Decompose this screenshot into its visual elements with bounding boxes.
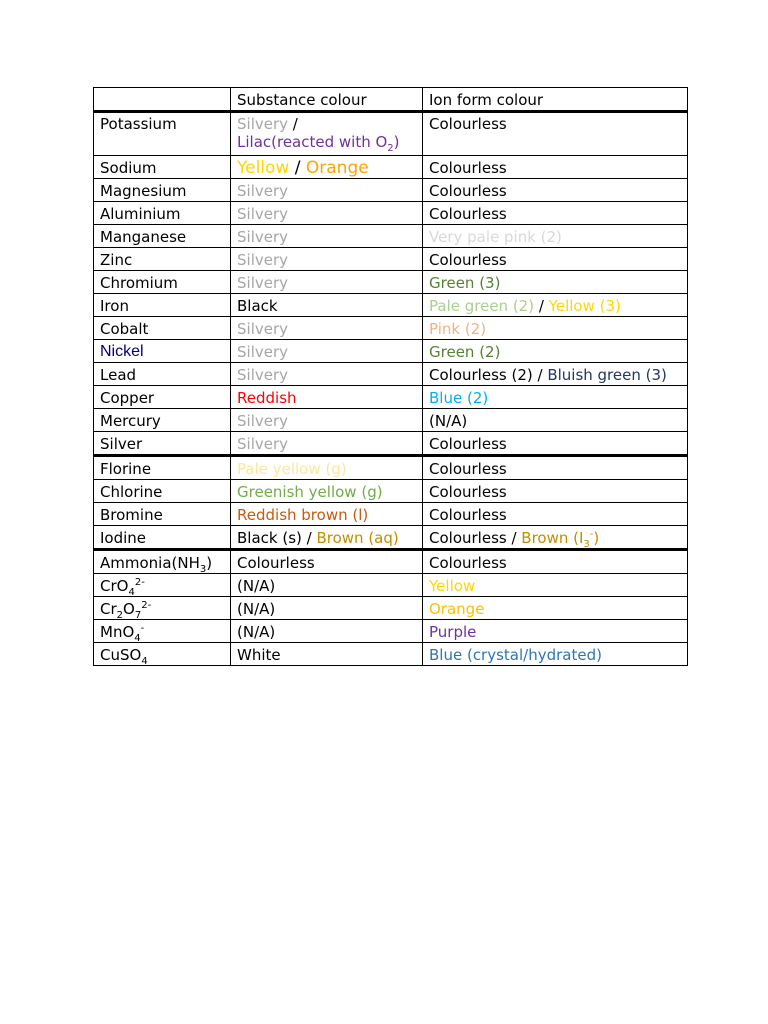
substance-colour-cell: (N/A) xyxy=(231,620,423,643)
table-row-copper xyxy=(94,386,688,409)
table-row-silver xyxy=(94,432,688,456)
subscript-text: 4 xyxy=(128,586,135,597)
element-cell: Chlorine xyxy=(94,480,231,503)
substance-text: Black (s) / xyxy=(237,528,317,547)
table-row-florine xyxy=(94,456,688,480)
ion-colour-cell: Orange xyxy=(423,597,688,620)
superscript-text: - xyxy=(140,622,145,634)
ion-colour-cell: Colourless xyxy=(423,456,688,480)
ion-text: Pale green (2) xyxy=(429,296,535,315)
separator-text: / xyxy=(289,157,306,178)
element-cell xyxy=(94,620,231,643)
table-row-iron xyxy=(94,294,688,317)
formula-text: O xyxy=(123,599,135,618)
element-cell: Cobalt xyxy=(94,317,231,340)
element-cell: Florine xyxy=(94,456,231,480)
subscript-text: 4 xyxy=(134,632,141,643)
superscript-text: - xyxy=(589,528,594,540)
ion-colour-cell: Yellow xyxy=(423,574,688,597)
element-cell: Aluminium xyxy=(94,202,231,225)
substance-colour-cell: Silvery xyxy=(231,179,423,202)
formula-text: CuSO xyxy=(100,645,142,664)
substance-colour-cell: Greenish yellow (g) xyxy=(231,480,423,503)
element-cell: Bromine xyxy=(94,503,231,526)
element-cell: Copper xyxy=(94,386,231,409)
substance-text: Lilac(reacted with O xyxy=(237,133,388,151)
substance-colour-cell: Reddish brown (l) xyxy=(231,503,423,526)
element-cell: Magnesium xyxy=(94,179,231,202)
ion-text: Colourless / xyxy=(429,528,522,547)
colour-table xyxy=(93,87,688,666)
ion-colour-cell: Colourless xyxy=(423,179,688,202)
ion-text: ) xyxy=(593,528,600,547)
ion-colour-cell: Colourless xyxy=(423,112,688,156)
table-row-zinc xyxy=(94,248,688,271)
subscript-text: 3 xyxy=(199,563,207,574)
table-row-chromium xyxy=(94,271,688,294)
element-cell: Silver xyxy=(94,432,231,456)
table-row-sodium xyxy=(94,156,688,179)
table-row-ammonia xyxy=(94,550,688,574)
ion-colour-cell: Pink (2) xyxy=(423,317,688,340)
formula-text: CrO xyxy=(100,576,129,595)
substance-colour-cell: Reddish xyxy=(231,386,423,409)
ion-colour-cell: Very pale pink (2) xyxy=(423,225,688,248)
separator-text: / xyxy=(288,115,298,133)
table-row-dichromate xyxy=(94,597,688,620)
header-cell-element xyxy=(94,88,231,112)
substance-colour-cell xyxy=(231,112,423,156)
formula-text: ) xyxy=(206,553,213,572)
table-row-bromine xyxy=(94,503,688,526)
substance-colour-cell: White xyxy=(231,643,423,666)
ion-text: Bluish green (3) xyxy=(547,365,667,384)
element-cell: Lead xyxy=(94,363,231,386)
table-row-potassium xyxy=(94,112,688,156)
formula-text: MnO xyxy=(100,622,135,641)
substance-colour-cell: Silvery xyxy=(231,340,423,363)
substance-colour-cell: (N/A) xyxy=(231,574,423,597)
table-row-aluminium xyxy=(94,202,688,225)
element-cell xyxy=(94,643,231,666)
substance-colour-cell: (N/A) xyxy=(231,597,423,620)
superscript-text: 2- xyxy=(141,599,152,611)
ion-colour-cell xyxy=(423,526,688,550)
substance-colour-cell: Silvery xyxy=(231,225,423,248)
table-row-cobalt xyxy=(94,317,688,340)
subscript-text: 2 xyxy=(116,609,124,620)
ion-colour-cell: Colourless xyxy=(423,156,688,179)
subscript-text: 7 xyxy=(134,609,142,620)
subscript-text: 3 xyxy=(583,538,590,550)
substance-colour-cell: Black xyxy=(231,294,423,317)
table-row-mercury xyxy=(94,409,688,432)
table-row-manganese xyxy=(94,225,688,248)
element-cell: Nickel xyxy=(94,340,231,363)
subscript-text: 2 xyxy=(387,143,394,154)
element-cell: Sodium xyxy=(94,156,231,179)
substance-colour-cell: Pale yellow (g) xyxy=(231,456,423,480)
ion-colour-cell xyxy=(423,294,688,317)
ion-text: Brown (I xyxy=(521,528,584,547)
formula-text: Cr xyxy=(100,599,117,618)
ion-colour-cell: Green (2) xyxy=(423,340,688,363)
substance-colour-cell: Silvery xyxy=(231,409,423,432)
element-cell xyxy=(94,597,231,620)
table-row-chlorine xyxy=(94,480,688,503)
ion-colour-cell xyxy=(423,363,688,386)
substance-text: ) xyxy=(393,133,400,151)
subscript-text: 4 xyxy=(141,655,148,666)
ion-colour-cell: Colourless xyxy=(423,248,688,271)
header-cell-substance-colour: Substance colour xyxy=(231,88,423,112)
ion-colour-cell: Blue (crystal/hydrated) xyxy=(423,643,688,666)
substance-colour-cell: Colourless xyxy=(231,550,423,574)
ion-colour-cell: Colourless xyxy=(423,550,688,574)
substance-colour-cell xyxy=(231,526,423,550)
ion-text: Colourless (2) / xyxy=(429,365,548,384)
substance-colour-cell: Silvery xyxy=(231,202,423,225)
table-row-copper-sulfate xyxy=(94,643,688,666)
substance-colour-cell: Silvery xyxy=(231,248,423,271)
element-cell: Iodine xyxy=(94,526,231,550)
header-row xyxy=(94,88,688,112)
substance-colour-cell: Silvery xyxy=(231,363,423,386)
table-row-permanganate xyxy=(94,620,688,643)
element-cell: Potassium xyxy=(94,112,231,156)
ion-colour-cell: Colourless xyxy=(423,432,688,456)
ion-colour-cell: Colourless xyxy=(423,503,688,526)
element-cell: Chromium xyxy=(94,271,231,294)
substance-colour-cell: Silvery xyxy=(231,317,423,340)
element-cell: Iron xyxy=(94,294,231,317)
ion-colour-cell: (N/A) xyxy=(423,409,688,432)
ion-colour-cell: Blue (2) xyxy=(423,386,688,409)
formula-text: Ammonia(NH xyxy=(100,553,200,572)
substance-colour-cell xyxy=(231,156,423,179)
separator-text: / xyxy=(534,296,549,315)
substance-text: Orange xyxy=(305,157,369,178)
element-cell xyxy=(94,550,231,574)
element-cell: Manganese xyxy=(94,225,231,248)
element-cell xyxy=(94,574,231,597)
header-cell-ion-form-colour: Ion form colour xyxy=(423,88,688,112)
table-row-chromate xyxy=(94,574,688,597)
ion-colour-cell: Green (3) xyxy=(423,271,688,294)
substance-text: Brown (aq) xyxy=(316,528,399,547)
substance-colour-cell: Silvery xyxy=(231,432,423,456)
element-cell: Zinc xyxy=(94,248,231,271)
ion-text: Yellow (3) xyxy=(548,296,621,315)
substance-colour-cell: Silvery xyxy=(231,271,423,294)
superscript-text: 2- xyxy=(134,576,145,588)
substance-text: Silvery xyxy=(237,115,289,133)
element-cell: Mercury xyxy=(94,409,231,432)
table-row-nickel xyxy=(94,340,688,363)
substance-text: Yellow xyxy=(237,157,290,178)
ion-colour-cell: Colourless xyxy=(423,202,688,225)
ion-colour-cell: Purple xyxy=(423,620,688,643)
table-row-lead xyxy=(94,363,688,386)
table-row-magnesium xyxy=(94,179,688,202)
table-row-iodine xyxy=(94,526,688,550)
ion-colour-cell: Colourless xyxy=(423,480,688,503)
